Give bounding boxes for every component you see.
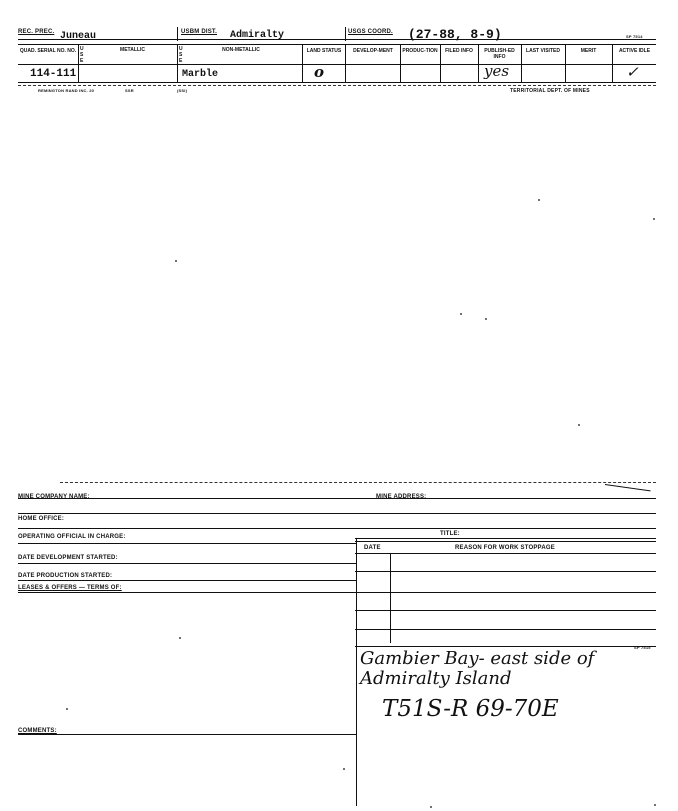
- usbm-dist-value: Admiralty: [230, 30, 285, 41]
- col-quad-serial: QUAD. SERIAL NO. NO.: [19, 48, 77, 54]
- col-use-metallic-prefix: U S E: [80, 46, 84, 64]
- usgs-coord-label: USGS COORD.: [348, 29, 393, 35]
- department-label: TERRITORIAL DEPT. OF MINES: [510, 88, 590, 94]
- reason-col-label: REASON FOR WORK STOPPAGE: [455, 545, 555, 551]
- col-merit: MERIT: [580, 48, 597, 54]
- handwritten-township-range: T51S-R 69-70E: [382, 696, 559, 722]
- code-left: SSR: [125, 88, 134, 93]
- nonmetallic-value: Marble: [182, 69, 219, 80]
- col-metallic: METALLIC: [120, 47, 145, 53]
- date-col-label: DATE: [364, 545, 381, 551]
- col-active-idle: ACTIVE IDLE: [618, 48, 651, 54]
- home-office-label: HOME OFFICE:: [18, 516, 65, 522]
- handwritten-location-line1: Gambier Bay- east side of: [360, 648, 595, 669]
- land-status-value: o: [314, 63, 325, 81]
- form-code-2: SP 7515: [634, 645, 651, 650]
- col-production: PRODUC-TION: [402, 48, 438, 54]
- mine-address-label: MINE ADDRESS:: [376, 494, 427, 500]
- mine-company-name-label: MINE COMPANY NAME:: [18, 494, 90, 500]
- serial-number-value: 114-111: [30, 68, 77, 80]
- rec-prec-label: REC. PREC.: [18, 29, 55, 35]
- leases-offers-label: LEASES & OFFERS — TERMS OF:: [18, 585, 122, 591]
- col-filed-info: FILED INFO: [445, 48, 473, 54]
- col-last-visited: LAST VISITED: [526, 48, 560, 54]
- form-code: SP 7514: [626, 34, 643, 39]
- usgs-coord-value: (27-88, 8-9): [408, 27, 502, 42]
- comments-label: COMMENTS:: [18, 728, 57, 734]
- col-use-nonmetallic-prefix: U S E: [179, 46, 183, 64]
- active-idle-mark: ✓: [626, 63, 639, 81]
- title-label: TITLE:: [440, 531, 460, 537]
- operating-official-label: OPERATING OFFICIAL IN CHARGE:: [18, 534, 126, 540]
- date-production-started-label: DATE PRODUCTION STARTED:: [18, 573, 113, 579]
- col-development: DEVELOP-MENT: [353, 48, 393, 54]
- col-nonmetallic: NON-METALLIC: [222, 47, 260, 53]
- col-published-info: PUBLISH-ED INFO: [484, 48, 515, 60]
- printer-label: REMINGTON RAND INC. 20: [38, 88, 95, 93]
- rec-prec-value: Juneau: [60, 31, 97, 42]
- code-mid: (SSI): [177, 88, 188, 93]
- col-land-status: LAND STATUS: [306, 48, 342, 54]
- handwritten-location-line2: Admiralty Island: [360, 668, 512, 689]
- usbm-dist-label: USBM DIST.: [181, 29, 218, 35]
- published-info-value: yes: [484, 62, 510, 80]
- date-development-started-label: DATE DEVELOPMENT STARTED:: [18, 555, 118, 561]
